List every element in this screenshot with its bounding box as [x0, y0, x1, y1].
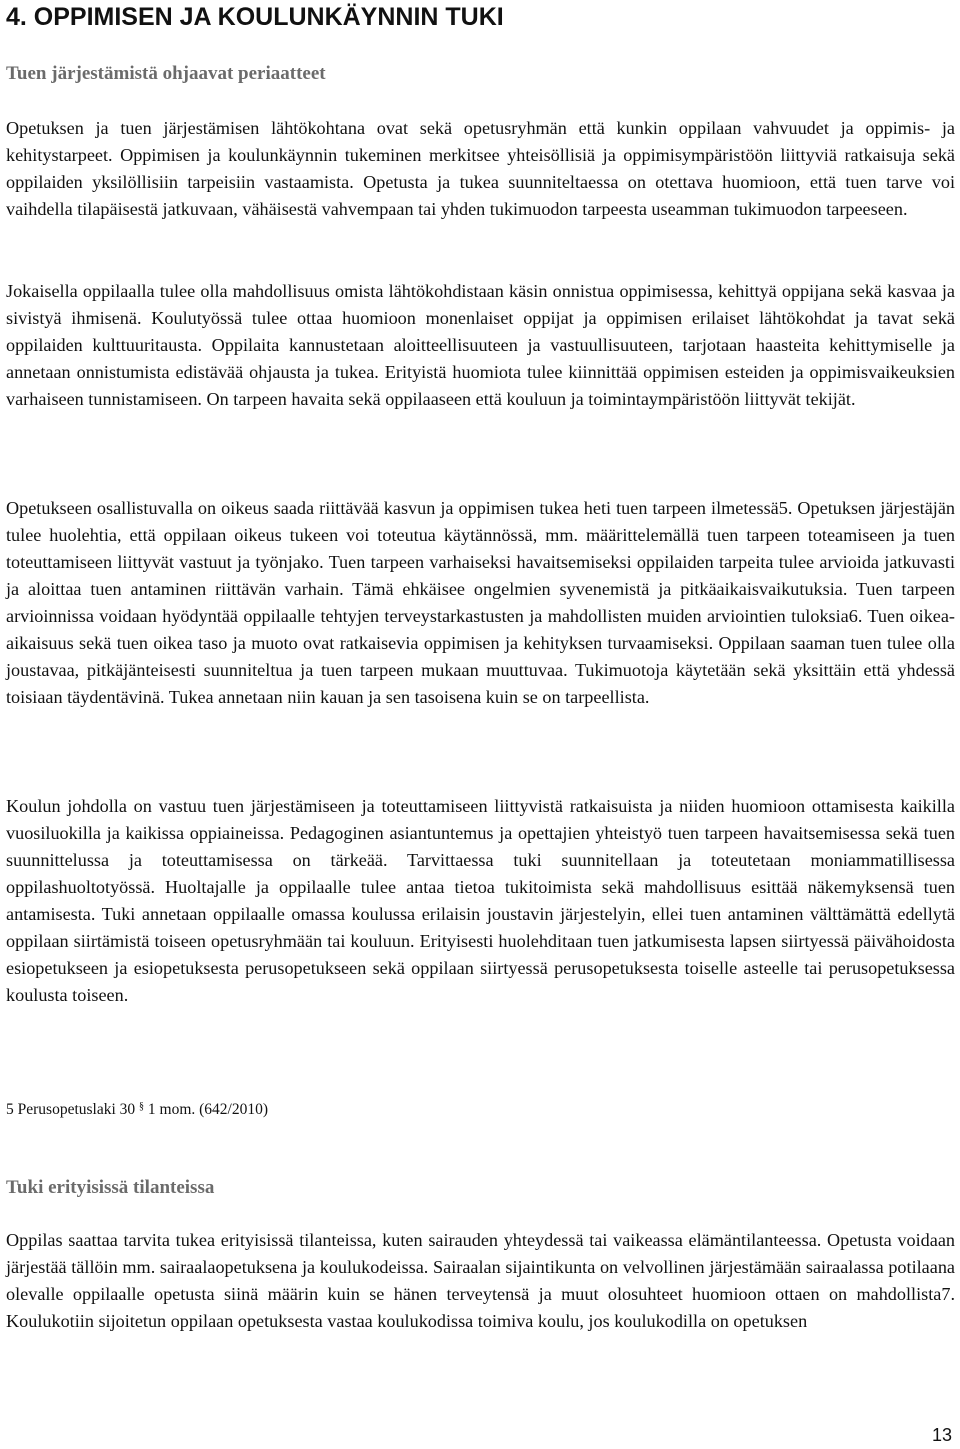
page-number: 13	[931, 1425, 952, 1445]
section-heading-principles: Tuen järjestämistä ohjaavat periaatteet	[6, 63, 326, 84]
paragraph-3: Opetukseen osallistuvalla on oikeus saada riittävää kasvun ja oppimisen tukea heti tuen tarpeen ilmetessä5. Opetuksen järjestäjän tulee huolehtia, että oppilaan oikeus tukeen voi toteutua käytännössä, mm. määrittelemällä tuen tarpeen toteamiseen ja tuen toteuttamiseen liittyvät vastuut ja työnjako. Tuen tarpeen varhaiseksi havaitsemiseksi oppilaiden tarpeita tulee arvioida jatkuvasti ja aloittaa tuen antaminen riittävän varhain. Tämä ehkäisee ongelmien syvenemistä ja pitkäaikaisvaikutuksia. Tuen tarpeen arvioinnissa voidaan hyödyntää oppilaalle tehtyjen terveystarkastusten ja mahdollisten muiden arviointien tuloksia6. Tuen oikea-aikaisuus sekä tuen oikea taso ja muoto ovat ratkaisevia oppimisen ja kehityksen turvaamiseksi. Oppilaan saaman tuen tulee olla joustavaa, pitkäjänteisesti suunniteltua ja tuen tarpeen mukaan muuttuvaa. Tukimuotoja käytetään sekä yksittäin että yhdessä toisiaan täydentävinä. Tukea annetaan niin kauan ja sen tasoisena kuin se on tarpeellista.	[6, 498, 955, 707]
footnote-text-start: 5 Perusopetuslaki 30	[6, 1101, 140, 1118]
paragraph-1: Opetuksen ja tuen järjestämisen lähtökohtana ovat sekä opetusryhmän että kunkin oppilaan vahvuudet ja oppimis- ja kehitystarpeet. Oppimisen ja koulunkäynnin tukeminen merkitsee yhteisöllisiä ja oppimisympäristöön liittyviä ratkaisuja sekä oppilaiden yksilöllisiin tarpeisiin vastaamista. Opetusta ja tukea suunniteltaessa on otettava huomioon, että tuen tarve voi vaihdella tilapäisestä jatkuvaan, vähäisestä vahvempaan tai yhden tukimuodon tarpeesta useamman tukimuodon tarpeeseen.	[6, 118, 955, 219]
section-heading-special-situations: Tuki erityisissä tilanteissa	[6, 1177, 215, 1198]
footnote	[6, 1097, 268, 1120]
chapter-title: 4. OPPIMISEN JA KOULUNKÄYNNIN TUKI	[6, 3, 504, 31]
paragraph-2: Jokaisella oppilaalla tulee olla mahdollisuus omista lähtökohdistaan käsin onnistua oppimisessa, kehittyä oppijana sekä kasvaa ja sivistyä ihmisenä. Koulutyössä tulee ottaa huomioon monenlaiset oppijat ja oppimisen erilaiset lähtökohdat ja tavat sekä oppilaiden kulttuuritausta. Oppilaita kannustetaan aloitteellisuuteen ja vastuullisuuteen, tarjotaan haasteita kehittymiselle ja annetaan onnistumista edistävää ohjausta ja tukea. Erityistä huomiota tulee kiinnittää oppimisen esteiden ja oppimisvaikeuksien varhaiseen tunnistamiseen. On tarpeen havaita sekä oppilaaseen että kouluun ja toimintaympäristöön liittyvät tekijät.	[6, 281, 955, 409]
section-sign: §	[139, 1101, 145, 1112]
footnote-text-end: 1 mom. (642/2010)	[144, 1101, 269, 1118]
paragraph-4: Koulun johdolla on vastuu tuen järjestämiseen ja toteuttamiseen liittyvistä ratkaisuista ja niiden huomioon ottamisesta kaikilla vuosiluokilla ja kaikissa oppiaineissa. Pedagoginen asiantuntemus ja opettajien yhteistyö tuen tarpeen havaitsemisessa sekä tuen suunnittelussa ja toteuttamisessa on tärkeää. Tarvittaessa tuki suunnitellaan ja toteutetaan moniammatillisessa oppilashuoltotyössä. Huoltajalle ja oppilaalle tulee antaa tietoa tukitoimista sekä mahdollisuus esittää näkemyksensä tuen antamisesta. Tuki annetaan oppilaalle omassa koulussa erilaisin joustavin järjestelyin, ellei tuen antaminen välttämättä edellytä oppilaan siirtämistä toiseen opetusryhmään tai kouluun. Erityisesti huolehditaan tuen jatkumisesta lapsen siirtyessä päivähoidosta esiopetukseen ja esiopetuksesta perusopetukseen sekä oppilaan siirtyessä perusopetuksesta toiselle asteelle tai perusopetuksessa koulusta toiseen.	[6, 796, 955, 1005]
paragraph-5: Oppilas saattaa tarvita tukea erityisissä tilanteissa, kuten sairauden yhteydessä tai vaikeassa elämäntilanteessa. Opetusta voidaan järjestää tällöin mm. sairaalaopetuksena ja koulukodeissa. Sairaalan sijaintikunta on velvollinen järjestämään sairaalassa potilaana olevalle oppilaalle opetusta siinä määrin kuin se hänen terveytensä ja muut olosuhteet huomioon ottaen on mahdollista7. Koulukotiin sijoitetun oppilaan opetuksesta vastaa koulukodissa toimiva koulu, jos koulukodilla on opetuksen	[6, 1230, 955, 1331]
